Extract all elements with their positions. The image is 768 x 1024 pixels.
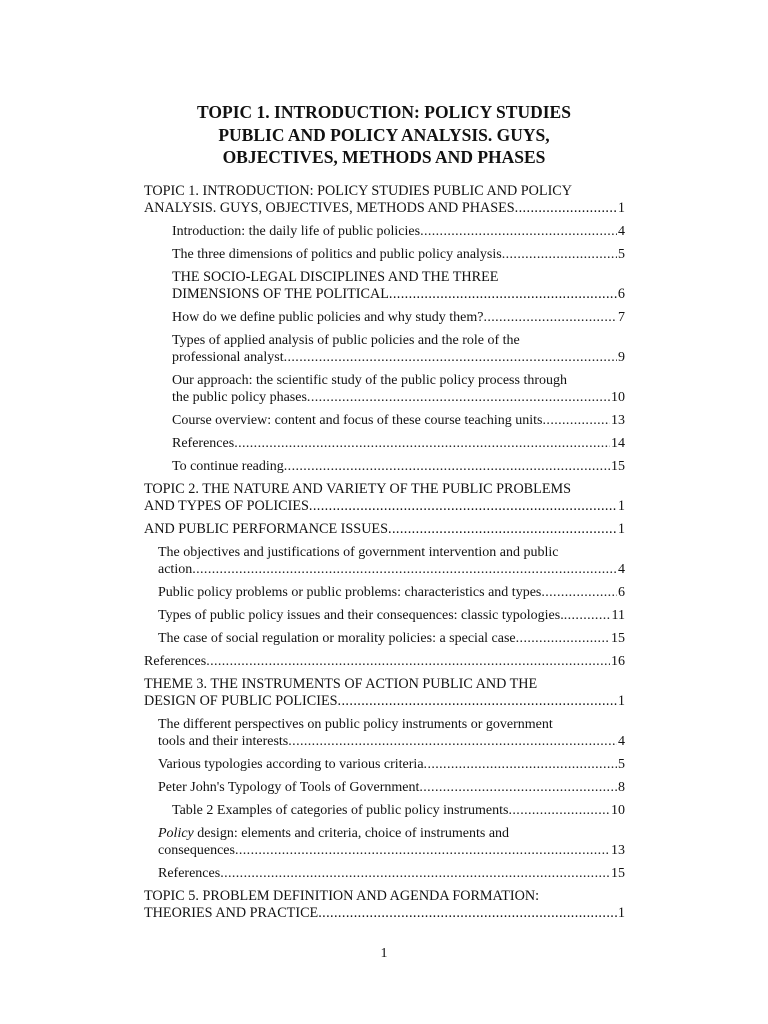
toc-entry-text: Introduction: the daily life of public policies bbox=[172, 224, 421, 239]
toc-leader-dots bbox=[288, 733, 617, 750]
toc-entry-text: Our approach: the scientific study of the public policy process through bbox=[172, 373, 568, 388]
toc-leader-dots bbox=[192, 561, 617, 578]
toc-leader-dots bbox=[515, 200, 617, 217]
toc-entry-text-italic: Policy bbox=[158, 826, 194, 841]
toc-entry-text: ANALYSIS. GUYS, OBJECTIVES, METHODS AND PHASES bbox=[144, 200, 515, 216]
toc-page-number: 4 bbox=[618, 224, 625, 239]
toc-leader-dots bbox=[338, 693, 617, 710]
document-title bbox=[0, 101, 768, 169]
toc-entry-topic-1[interactable] bbox=[144, 183, 625, 217]
toc-entry-text: Various typologies according to various criteria bbox=[158, 757, 424, 772]
toc-page-number: 15 bbox=[611, 459, 625, 474]
toc-entry-text: action bbox=[158, 562, 193, 577]
title-line-2: PUBLIC AND POLICY ANALYSIS. GUYS, bbox=[218, 124, 550, 145]
toc-entry[interactable] bbox=[172, 332, 625, 366]
toc-leader-dots bbox=[420, 223, 617, 240]
toc-entry-text: THEME 3. THE INSTRUMENTS OF ACTION PUBLIC AND THE bbox=[144, 676, 538, 692]
toc-entry-text: How do we define public policies and why study them? bbox=[172, 310, 484, 325]
toc-entry-text: Types of public policy issues and their consequences: classic typologies. bbox=[158, 608, 564, 623]
toc-leader-dots bbox=[419, 779, 617, 796]
toc-leader-dots bbox=[284, 349, 617, 366]
toc-leader-dots bbox=[516, 630, 610, 647]
toc-entry-text: The case of social regulation or morality policies: a special case bbox=[158, 631, 516, 646]
toc-leader-dots bbox=[543, 412, 610, 429]
toc-page-number: 14 bbox=[611, 436, 625, 451]
toc-entry[interactable] bbox=[172, 269, 625, 303]
toc-entry-text: tools and their interests bbox=[158, 734, 289, 749]
toc-entry[interactable] bbox=[158, 584, 625, 601]
toc-leader-dots bbox=[220, 865, 610, 882]
toc-entry-text: Types of applied analysis of public policies and the role of the bbox=[172, 333, 520, 348]
toc-entry-theme-3[interactable] bbox=[144, 676, 625, 710]
toc-entry[interactable] bbox=[158, 756, 625, 773]
toc-page-number: 8 bbox=[618, 780, 625, 795]
toc-page-number: 10 bbox=[611, 390, 625, 405]
toc-entry-text: the public policy phases bbox=[172, 390, 307, 405]
toc-page-number: 6 bbox=[618, 585, 625, 600]
toc-leader-dots bbox=[206, 653, 610, 670]
toc-page-number: 1 bbox=[617, 905, 625, 921]
toc-entry[interactable] bbox=[158, 865, 625, 882]
toc-page-number: 5 bbox=[618, 247, 625, 262]
toc-entry-text: design: elements and criteria, choice of instruments and bbox=[193, 826, 510, 841]
toc-entry[interactable] bbox=[172, 309, 625, 326]
toc-entry-text: Course overview: content and focus of these course teaching units bbox=[172, 413, 543, 428]
toc-page-number: 11 bbox=[611, 608, 625, 623]
toc-entry[interactable] bbox=[158, 825, 625, 859]
toc-leader-dots bbox=[483, 309, 617, 326]
toc-page-number: 1 bbox=[617, 693, 625, 709]
toc-entry-text: AND PUBLIC PERFORMANCE ISSUES bbox=[144, 521, 388, 537]
toc-entry-text: consequences bbox=[158, 843, 235, 858]
toc-entry[interactable] bbox=[172, 223, 625, 240]
toc-entry-text: DIMENSIONS OF THE POLITICAL bbox=[172, 286, 389, 302]
toc-page-number: 15 bbox=[611, 631, 625, 646]
title-line-1: TOPIC 1. INTRODUCTION: POLICY STUDIES bbox=[197, 102, 571, 122]
toc-page-number: 5 bbox=[618, 757, 625, 772]
toc-leader-dots bbox=[309, 498, 617, 515]
toc-leader-dots bbox=[424, 756, 617, 773]
toc-entry-text: AND TYPES OF POLICIES bbox=[144, 498, 309, 514]
toc-leader-dots bbox=[541, 584, 617, 601]
toc-entry[interactable] bbox=[158, 544, 625, 578]
toc-page-number: 1 bbox=[617, 200, 625, 216]
toc-page-number: 1 bbox=[617, 521, 625, 537]
toc-entry-text: To continue reading bbox=[172, 459, 284, 474]
toc-leader-dots bbox=[388, 521, 617, 538]
toc-page-number: 4 bbox=[618, 734, 625, 749]
toc-entry-text: References bbox=[144, 654, 207, 669]
toc-entry-topic-2[interactable] bbox=[144, 481, 625, 515]
toc-entry[interactable] bbox=[172, 412, 625, 429]
toc-entry-text: The three dimensions of politics and public policy analysis bbox=[172, 247, 502, 262]
page-number: 1 bbox=[380, 946, 388, 961]
toc-entry[interactable] bbox=[172, 435, 625, 452]
toc-page-number: 7 bbox=[618, 310, 625, 325]
toc-entry-text: TOPIC 1. INTRODUCTION: POLICY STUDIES PUBLIC AND POLICY bbox=[144, 183, 573, 199]
toc-leader-dots bbox=[509, 802, 611, 819]
toc-entry[interactable] bbox=[144, 521, 625, 538]
toc-entry[interactable] bbox=[158, 716, 625, 750]
toc-page-number: 13 bbox=[611, 413, 625, 428]
toc-entry[interactable] bbox=[144, 653, 625, 670]
toc-leader-dots bbox=[234, 435, 610, 452]
toc-entry-text: TOPIC 5. PROBLEM DEFINITION AND AGENDA FORMATION: bbox=[144, 888, 540, 904]
toc-page-number: 16 bbox=[611, 654, 625, 669]
toc-entry-text: DESIGN OF PUBLIC POLICIES bbox=[144, 693, 338, 709]
title-line-3: OBJECTIVES, METHODS AND PHASES bbox=[222, 147, 546, 167]
toc-entry-text: professional analyst bbox=[172, 350, 284, 365]
toc-page-number: 1 bbox=[617, 498, 625, 514]
toc-page-number: 6 bbox=[617, 286, 625, 302]
toc-leader-dots bbox=[564, 607, 611, 624]
toc-entry-text: THEORIES AND PRACTICE bbox=[144, 905, 319, 921]
toc-entry-text: THE SOCIO-LEGAL DISCIPLINES AND THE THREE bbox=[172, 269, 499, 285]
toc-page-number: 13 bbox=[611, 843, 625, 858]
toc-leader-dots bbox=[235, 842, 610, 859]
toc-page-number: 9 bbox=[618, 350, 625, 365]
toc-entry-text: TOPIC 2. THE NATURE AND VARIETY OF THE PUBLIC PROBLEMS bbox=[144, 481, 571, 497]
toc-leader-dots bbox=[318, 905, 617, 922]
toc-page-number: 10 bbox=[611, 803, 625, 818]
toc-entry[interactable] bbox=[172, 458, 625, 475]
toc-page-number: 4 bbox=[618, 562, 625, 577]
toc-entry[interactable] bbox=[172, 372, 625, 406]
toc-entry-topic-5[interactable] bbox=[144, 888, 625, 922]
toc-entry[interactable] bbox=[172, 246, 625, 263]
toc-entry-text: The objectives and justifications of government intervention and public bbox=[158, 545, 559, 560]
toc-leader-dots bbox=[307, 389, 610, 406]
toc-entry-text: References bbox=[172, 436, 235, 451]
toc-leader-dots bbox=[389, 286, 617, 303]
toc-leader-dots bbox=[284, 458, 610, 475]
toc-entry[interactable] bbox=[158, 607, 625, 624]
toc-entry-text: The different perspectives on public policy instruments or government bbox=[158, 717, 553, 732]
table-of-contents bbox=[144, 183, 625, 928]
toc-entry[interactable] bbox=[158, 630, 625, 647]
toc-entry-text: Peter John's Typology of Tools of Government bbox=[158, 780, 420, 795]
toc-entry-text: Public policy problems or public problems: characteristics and types bbox=[158, 585, 542, 600]
toc-page-number: 15 bbox=[611, 866, 625, 881]
toc-entry-text: Table 2 Examples of categories of public policy instruments bbox=[172, 803, 509, 818]
toc-leader-dots bbox=[502, 246, 617, 263]
toc-entry[interactable] bbox=[158, 779, 625, 796]
toc-entry[interactable] bbox=[172, 802, 625, 819]
toc-entry-text: References bbox=[158, 866, 221, 881]
